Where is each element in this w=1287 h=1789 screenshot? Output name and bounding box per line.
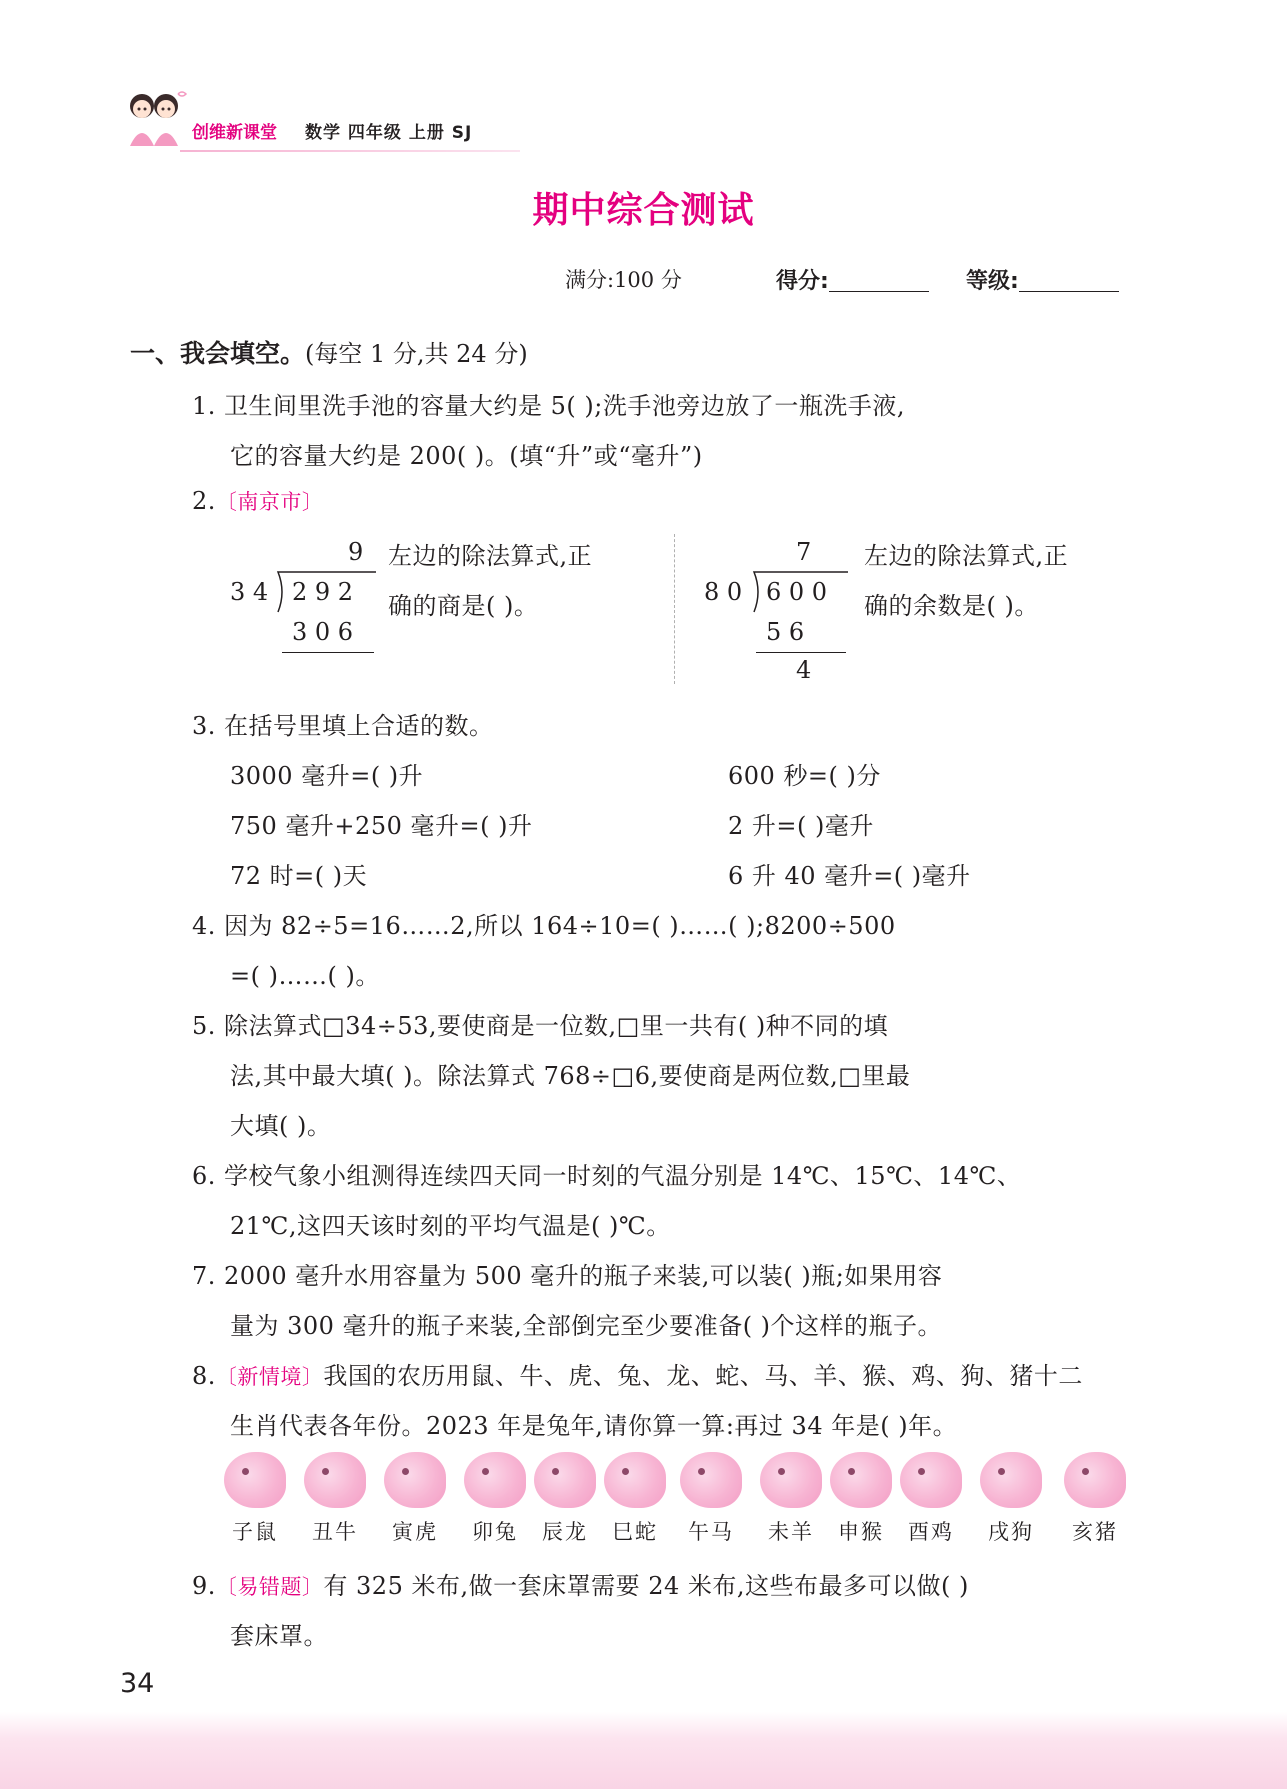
q2-right-remainder: 4 — [796, 656, 812, 684]
q8-line1 — [192, 1356, 1083, 1391]
q5-line2: 法,其中最大填( )。除法算式 768÷□6,要使商是两位数,□里最 — [230, 1062, 911, 1090]
q2-right-division — [700, 536, 850, 686]
page-header — [120, 86, 540, 156]
brand-name: 创维新课堂 — [192, 123, 277, 143]
pig-icon — [1064, 1452, 1126, 1508]
q2-left-text1: 左边的除法算式,正 — [388, 542, 593, 570]
zodiac-label: 辰龙 — [542, 1520, 588, 1544]
zodiac-rat — [220, 1452, 290, 1546]
q2-left-product: 3 0 6 — [292, 618, 354, 646]
header-rule — [180, 150, 520, 152]
q2-left-quotient: 9 — [348, 538, 364, 566]
q7-line1: 7. 2000 毫升水用容量为 500 毫升的瓶子来装,可以装( )瓶;如果用容 — [192, 1262, 943, 1290]
q9-tag: 〔易错题〕 — [215, 1575, 324, 1599]
q2-left-rule — [282, 652, 374, 653]
monkey-icon — [830, 1452, 892, 1508]
zodiac-label: 未羊 — [768, 1520, 814, 1544]
zodiac-snake — [600, 1452, 670, 1546]
score-blank[interactable] — [829, 270, 929, 292]
q4-line1: 4. 因为 82÷5=16……2,所以 164÷10=( )……( );8200÷500 — [192, 912, 896, 940]
rat-icon — [224, 1452, 286, 1508]
q1-line1: 1. 卫生间里洗手池的容量大约是 5( );洗手池旁边放了一瓶洗手液, — [192, 392, 905, 420]
zodiac-dragon — [530, 1452, 600, 1546]
grade-label: 等级: — [966, 269, 1019, 294]
dragon-icon — [534, 1452, 596, 1508]
goat-icon — [760, 1452, 822, 1508]
rooster-icon — [900, 1452, 962, 1508]
q2-right-product: 5 6 — [766, 618, 805, 646]
full-score: 满分:100 分 — [565, 268, 682, 292]
zodiac-label: 卯兔 — [472, 1520, 518, 1544]
grade-blank[interactable] — [1019, 270, 1119, 292]
q2-tag: 〔南京市〕 — [215, 490, 324, 514]
q3-e: 72 时=( )天 — [230, 862, 368, 890]
q3-d: 2 升=( )毫升 — [728, 812, 874, 840]
q2-left-divisor: 3 4 — [230, 578, 269, 606]
zodiac-strip — [220, 1452, 1140, 1552]
zodiac-label: 亥猪 — [1072, 1520, 1118, 1544]
zodiac-label: 寅虎 — [392, 1520, 438, 1544]
q2-right-quotient: 7 — [796, 538, 812, 566]
q2-divider — [674, 534, 675, 684]
q3-a: 3000 毫升=( )升 — [230, 762, 424, 790]
zodiac-label: 酉鸡 — [908, 1520, 954, 1544]
q3-title: 3. 在括号里填上合适的数。 — [192, 712, 494, 740]
q8-text1: 我国的农历用鼠、牛、虎、兔、龙、蛇、马、羊、猴、鸡、狗、猪十二 — [323, 1362, 1083, 1390]
q2-number: 2. — [192, 487, 216, 515]
zodiac-monkey — [826, 1452, 896, 1546]
zodiac-label: 午马 — [688, 1520, 734, 1544]
q6-line1: 6. 学校气象小组测得连续四天同一时刻的气温分别是 14℃、15℃、14℃、 — [192, 1162, 1022, 1190]
q7-line2: 量为 300 毫升的瓶子来装,全部倒完至少要准备( )个这样的瓶子。 — [230, 1312, 943, 1340]
zodiac-dog — [976, 1452, 1046, 1546]
zodiac-goat — [756, 1452, 826, 1546]
zodiac-ox — [300, 1452, 370, 1546]
score-label: 得分: — [776, 269, 829, 294]
zodiac-label: 子鼠 — [232, 1520, 278, 1544]
q8-number: 8. — [192, 1362, 216, 1390]
q9-line2: 套床罩。 — [230, 1622, 328, 1650]
q1-line2: 它的容量大约是 200( )。(填“升”或“毫升”) — [230, 442, 703, 470]
q2-right-dividend: 6 0 0 — [766, 578, 828, 606]
zodiac-label: 申猴 — [838, 1520, 884, 1544]
q2-header — [192, 486, 323, 516]
ox-icon — [304, 1452, 366, 1508]
score-field — [776, 264, 929, 295]
q8-tag: 〔新情境〕 — [215, 1365, 324, 1389]
q3-f: 6 升 40 毫升=( )毫升 — [728, 862, 971, 890]
q2-right-text2: 确的余数是( )。 — [864, 592, 1039, 620]
section-note: (每空 1 分,共 24 分) — [305, 340, 528, 368]
q5-line3: 大填( )。 — [230, 1112, 332, 1140]
q3-c: 750 毫升+250 毫升=( )升 — [230, 812, 533, 840]
zodiac-label: 戌狗 — [988, 1520, 1034, 1544]
kids-logo-icon — [120, 86, 190, 154]
tiger-icon — [384, 1452, 446, 1508]
q8-line2: 生肖代表各年份。2023 年是兔年,请你算一算:再过 34 年是( )年。 — [230, 1412, 958, 1440]
section-label: 一、我会填空。 — [130, 339, 306, 368]
zodiac-rooster — [896, 1452, 966, 1546]
q9-text1: 有 325 米布,做一套床罩需要 24 米布,这些布最多可以做( ) — [323, 1572, 969, 1600]
q2-left-division — [226, 536, 376, 656]
q2-left-text2: 确的商是( )。 — [388, 592, 539, 620]
snake-icon — [604, 1452, 666, 1508]
zodiac-label: 巳蛇 — [612, 1520, 658, 1544]
zodiac-rabbit — [460, 1452, 530, 1546]
q9-number: 9. — [192, 1572, 216, 1600]
q2-right-rule — [756, 652, 846, 653]
q6-line2: 21℃,这四天该时刻的平均气温是( )℃。 — [230, 1212, 671, 1240]
q2-right-divisor: 8 0 — [704, 578, 743, 606]
page-number: 34 — [120, 1668, 155, 1699]
rabbit-icon — [464, 1452, 526, 1508]
q5-line1: 5. 除法算式□34÷53,要使商是一位数,□里一共有( )种不同的填 — [192, 1012, 889, 1040]
zodiac-label: 丑牛 — [312, 1520, 358, 1544]
q9-line1 — [192, 1566, 969, 1601]
q3-b: 600 秒=( )分 — [728, 762, 881, 790]
footer-band — [0, 1712, 1287, 1789]
dog-icon — [980, 1452, 1042, 1508]
q4-line2: =( )……( )。 — [230, 962, 380, 990]
zodiac-tiger — [380, 1452, 450, 1546]
grade-field — [966, 264, 1119, 295]
zodiac-pig — [1060, 1452, 1130, 1546]
book-info: 数学 四年级 上册 SJ — [305, 123, 473, 143]
section-heading — [130, 334, 528, 370]
page-title: 期中综合测试 — [532, 190, 755, 231]
q2-right-text1: 左边的除法算式,正 — [864, 542, 1069, 570]
q2-left-dividend: 2 9 2 — [292, 578, 354, 606]
zodiac-horse — [676, 1452, 746, 1546]
horse-icon — [680, 1452, 742, 1508]
